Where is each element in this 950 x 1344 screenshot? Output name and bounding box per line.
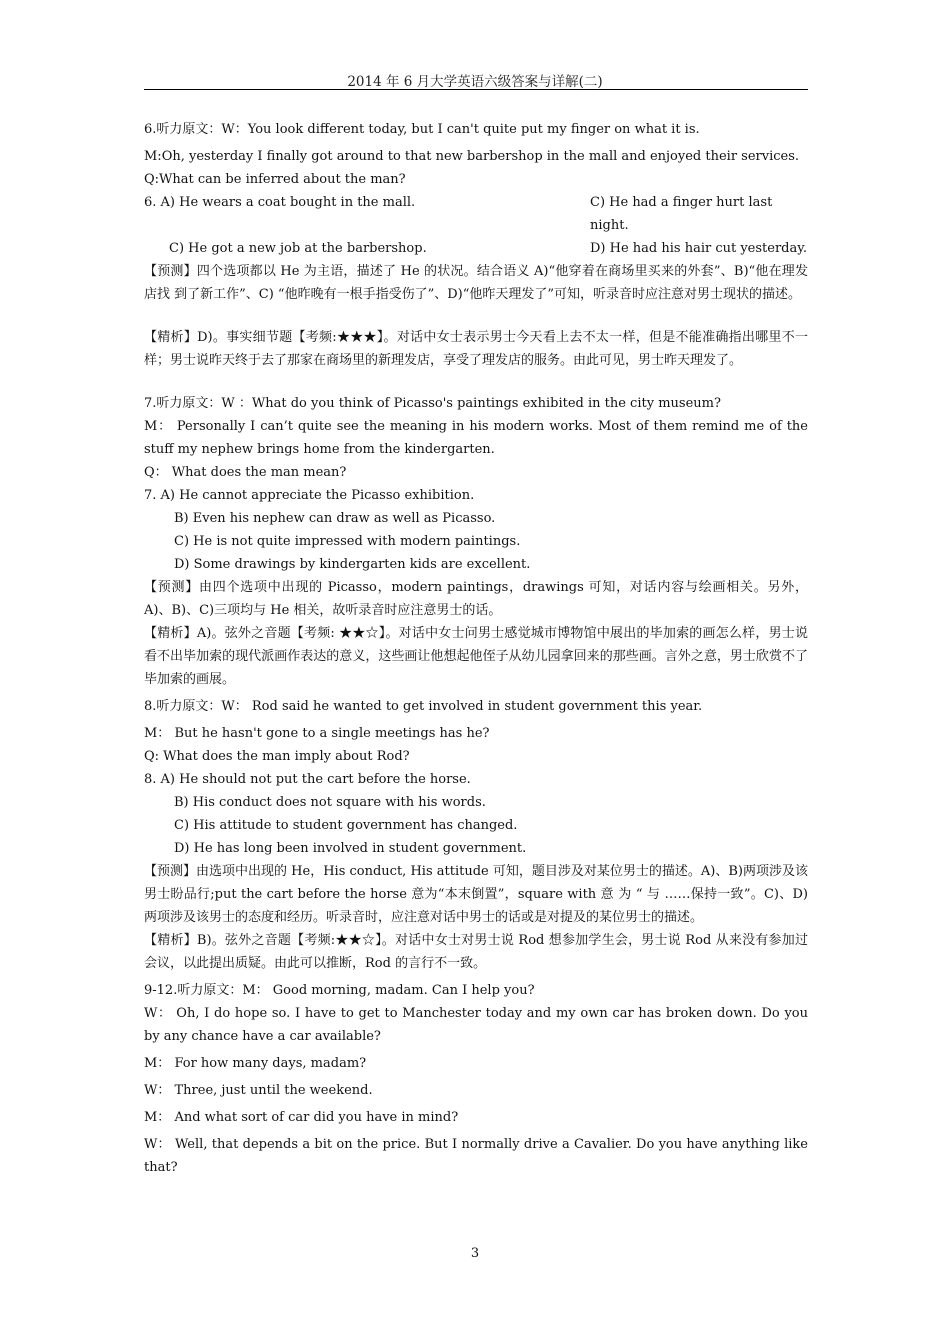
q6-script-m: M:Oh, yesterday I finally got around to that new barbershop in the mall and enjoyed their services. (144, 149, 800, 164)
q8-analysis: 【精析】B)。弦外之音题【考频:★★☆】。对话中女士对男士说 Rod 想参加学生会，男士说 Rod 从来没有参加过会议，以此提出质疑。由此可以推断，Rod 的言行不一致。 (144, 933, 808, 971)
q8-option-b: B) His conduct does not square with his words. (174, 795, 486, 810)
q6-option-c: C) He had a finger hurt last night. (590, 195, 773, 233)
q7-option-d: D) Some drawings by kindergarten kids are excellent. (174, 557, 531, 572)
q7-option-b: B) Even his nephew can draw as well as Picasso. (174, 511, 496, 526)
q7-predict: 【预测】由四个选项中出现的 Picasso，modern paintings，drawings 可知，对话内容与绘画相关。另外，A)、B)、C)三项均与 He 相关，故听录音时应注意男士的话。 (144, 580, 808, 618)
q6-predict: 【预测】四个选项都以 He 为主语，描述了 He 的状况。结合语义 A)“他穿着在商场里买来的外套”、B)“他在理发店找 到了新工作”、C) “他昨晚有一根手指受伤了”、D)“他昨天理发了”可知，听录音时应注意对男士现状的描述。 (144, 264, 808, 302)
page-number: 3 (470, 1246, 480, 1261)
q8-script-q: Q: What does the man imply about Rod? (144, 749, 410, 764)
q6-option-a: 6. A) He wears a coat bought in the mall. (144, 195, 416, 210)
q7-script-m: M： Personally I can’t quite see the meaning in his modern works. Most of them remind me of the stuff my nephew brings home from the kindergarten. (144, 419, 808, 457)
q6-analysis: 【精析】D)。事实细节题【考频:★★★】。对话中女士表示男士今天看上去不太一样，但是不能准确指出哪里不一 样；男士说昨天终于去了那家在商场里的新理发店，享受了理发店的服务。由此可见，男士昨天理发了。 (144, 330, 808, 368)
q8-predict: 【预测】由选项中出现的 He，His conduct, His attitude 可知，题目涉及对某位男士的描述。A)、B)两项涉及该男士盼品行;put the cart before the horse 意为“本末倒置”，square with 意 为 “ 与 ……保持一致”。C)、D) 两项涉及该男士的态度和经历。听录音时，应注意对话中男士的话或是对提及的某位男士的描述。 (144, 864, 808, 925)
q8-option-d: D) He has long been involved in student government. (174, 841, 527, 856)
header-rule (144, 89, 808, 90)
q9-12-line-4: W： Three, just until the weekend. (144, 1083, 373, 1098)
q8-option-a: 8. A) He should not put the cart before the horse. (144, 772, 471, 787)
q6-option-d: D) He had his hair cut yesterday. (590, 241, 808, 256)
q6-script-w: 6.听力原文：W：You look different today, but I can't quite put my finger on what it is. (144, 122, 700, 137)
q6-options-row-2 (144, 237, 808, 260)
q7-analysis: 【精析】A)。弦外之音题【考频: ★★☆】。对话中女士问男士感觉城市博物馆中展出的毕加索的画怎么样，男士说看不出毕加索的现代派画作表达的意义，这些画让他想起他侄子从幼儿园拿回来的那些画。言外之意，男士欣赏不了毕加索的画展。 (144, 626, 808, 687)
q9-12-line-2: W： Oh, I do hope so. I have to get to Manchester today and my own car has broken down. Do you by any chance have a car available? (144, 1006, 808, 1044)
q9-12-line-6: W： Well, that depends a bit on the price. But I normally drive a Cavalier. Do you have anything like that? (144, 1137, 808, 1175)
page-header: 2014 年 6 月大学英语六级答案与详解(二) (347, 74, 603, 90)
document-body (144, 118, 808, 1179)
q7-script-w: 7.听力原文：W ：What do you think of Picasso's paintings exhibited in the city museum? (144, 396, 721, 411)
q8-script-w: 8.听力原文：W： Rod said he wanted to get involved in student government this year. (144, 699, 703, 714)
q6-option-b: C) He got a new job at the barbershop. (169, 241, 427, 256)
q8-script-m: M： But he hasn't gone to a single meetings has he? (144, 726, 490, 741)
q7-script-q: Q： What does the man mean? (144, 465, 347, 480)
q8-option-c: C) His attitude to student government has changed. (174, 818, 518, 833)
q6-script-q: Q:What can be inferred about the man? (144, 172, 406, 187)
q9-12-line-1: 9-12.听力原文：M： Good morning, madam. Can I help you? (144, 983, 535, 998)
q6-options-row-1 (144, 191, 808, 237)
q9-12-line-5: M： And what sort of car did you have in mind? (144, 1110, 459, 1125)
q9-12-line-3: M： For how many days, madam? (144, 1056, 367, 1071)
q7-option-a: 7. A) He cannot appreciate the Picasso exhibition. (144, 488, 475, 503)
q7-option-c: C) He is not quite impressed with modern paintings. (174, 534, 521, 549)
